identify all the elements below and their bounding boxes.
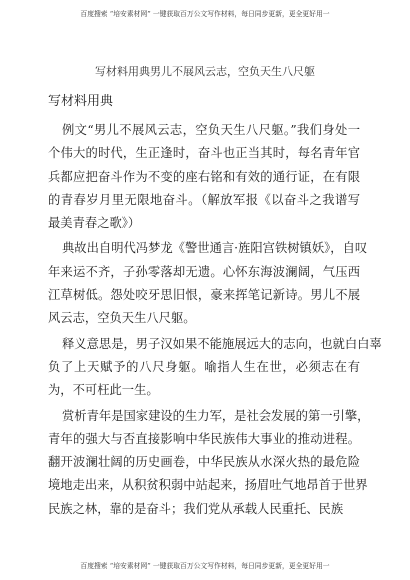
paragraph-line: 风云志，空负天生八尺躯。: [48, 311, 196, 326]
page-footer: 百度搜索 “培安素材网” 一键获取百万公文写作材料，每日同步更新，更全更好用一: [80, 562, 330, 570]
paragraph: [48, 333, 382, 403]
paragraph-line: 年来运不齐，子孙零落却无遗。心怀东海波澜阔，气压西: [48, 264, 360, 279]
paragraph-line: 兵都应把奋斗作为不变的座右铭和有效的通行证，在有限: [48, 169, 360, 184]
paragraph: [48, 237, 368, 330]
paragraph-line: 例文“男儿不展风云志，空负天生八尺躯。”我们身处一: [62, 123, 360, 137]
paragraph: [48, 119, 360, 235]
paragraph-line: 为，不可枉此一生。: [48, 383, 159, 398]
paragraph-line: 释义意思是，男子汉如果不能施展远大的志向，也就白白辜: [62, 336, 382, 351]
paragraph-line: 最美青春之歌》）: [48, 216, 141, 231]
paragraph-line: 典故出自明代冯梦龙《警世通言·旌阳宫铁树镇妖》，自叹: [62, 241, 368, 256]
paragraph: [48, 405, 370, 521]
paragraph-line: 个伟大的时代，生正逢时，奋斗也正当其时，每名青年官: [48, 146, 360, 161]
paragraph-line: 翻开波澜壮阔的历史画卷，中华民族从水深火热的最危险: [48, 455, 360, 470]
paragraph-line: 民族之林，靠的是奋斗；我们党从承载人民重托、民族: [48, 501, 344, 516]
body-text: [48, 119, 382, 523]
paragraph-line: 的青春岁月里无限地奋斗。（解放军报《以奋斗之我谱写: [48, 192, 360, 207]
paragraph-line: 江草树低。怨处咬牙思旧恨，豪来挥笔记新诗。男儿不展: [48, 288, 360, 303]
paragraph-line: 赏析青年是国家建设的生力军，是社会发展的第一引擎，: [62, 408, 370, 423]
section-heading: 写材料用典: [48, 94, 114, 109]
paragraph-line: 境地走出来，从积贫积弱中站起来，扬眉吐气地昂首于世界: [48, 478, 368, 493]
paragraph-line: 负了上天赋予的八尺身躯。喻指人生在世，必须志在有: [48, 359, 360, 374]
document-title: 写材料用典男儿不展风云志，空负天生八尺躯: [95, 65, 315, 78]
page-header: 百度搜索 “培安素材网” 一键获取百万公文写作材料，每日同步更新，更全更好用一: [80, 10, 330, 18]
paragraph-line: 青年的强大与否直接影响中华民族伟大事业的推动进程。: [48, 431, 360, 446]
